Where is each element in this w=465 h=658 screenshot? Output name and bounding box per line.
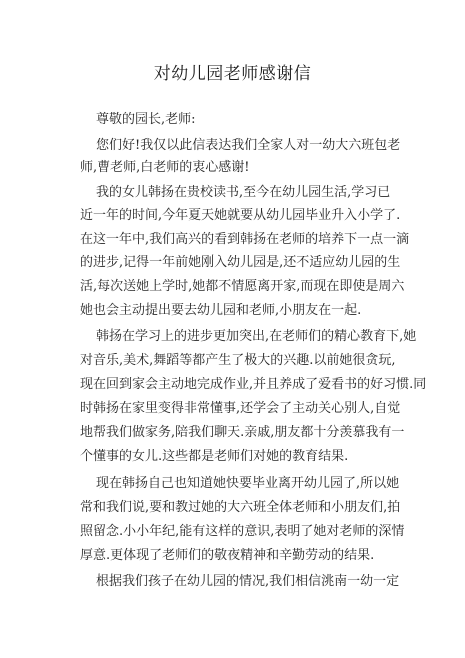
paragraph-line: 厚意.更体现了老师们的敬夜精神和辛勤劳动的结果. xyxy=(80,548,375,563)
paragraph-line: 您们好!我仅以此信表达我们全家人对一幼大六班包老 xyxy=(96,138,401,153)
paragraph-line: 地帮我们做家务,陪我们聊天.亲戚,朋友都十分羡慕我有一 xyxy=(80,425,405,440)
paragraph-line: 我的女儿韩扬在贵校读书,至今在幼儿园生活,学习已 xyxy=(96,185,391,200)
paragraph-line: 她也会主动提出要去幼儿园和老师,小朋友在一起. xyxy=(80,303,362,318)
paragraph-line: 师,曹老师,白老师的衷心感谢! xyxy=(80,160,250,175)
paragraph-line: 个懂事的女儿.这些都是老师们对她的教育结果. xyxy=(80,449,349,464)
paragraph-line: 在这一年中,我们高兴的看到韩扬在老师的培养下一点一滴 xyxy=(80,232,410,247)
paragraph-line: 近一年的时间,今年夏天她就要从幼儿园毕业升入小学了. xyxy=(80,208,401,223)
paragraph-line: 根据我们孩子在幼儿园的情况,我们相信洮南一幼一定 xyxy=(96,574,400,589)
paragraph-line: 对音乐,美术,舞蹈等都产生了极大的兴趣.以前她很贪玩, xyxy=(80,353,396,368)
paragraph-line: 时韩扬在家里变得非常懂事,还学会了主动关心别人,自觉 xyxy=(80,401,401,416)
paragraph-line: 韩扬在学习上的进步更加突出,在老师们的精心教育下,她 xyxy=(96,329,417,344)
paragraph-line: 活,每次送她上学时,她都不情愿离开家,而现在即使是周六 xyxy=(80,279,405,294)
document-title: 对幼儿园老师感谢信 xyxy=(153,64,312,84)
salutation-line: 尊敬的园长,老师: xyxy=(96,112,196,127)
paragraph-line: 常和我们说,要和教过她的大六班全体老师和小朋友们,拍 xyxy=(80,500,401,515)
paragraph-line: 照留念.小小年纪,能有这样的意识,表明了她对老师的深情 xyxy=(80,524,405,539)
paragraph-line: 现在回到家会主动地完成作业,并且养成了爱看书的好习惯.同 xyxy=(80,377,427,392)
paragraph-line: 的进步,记得一年前她刚入幼儿园是,还不适应幼儿园的生 xyxy=(80,255,401,270)
paragraph-line: 现在韩扬自己也知道她快要毕业离开幼儿园了,所以她 xyxy=(96,476,400,491)
